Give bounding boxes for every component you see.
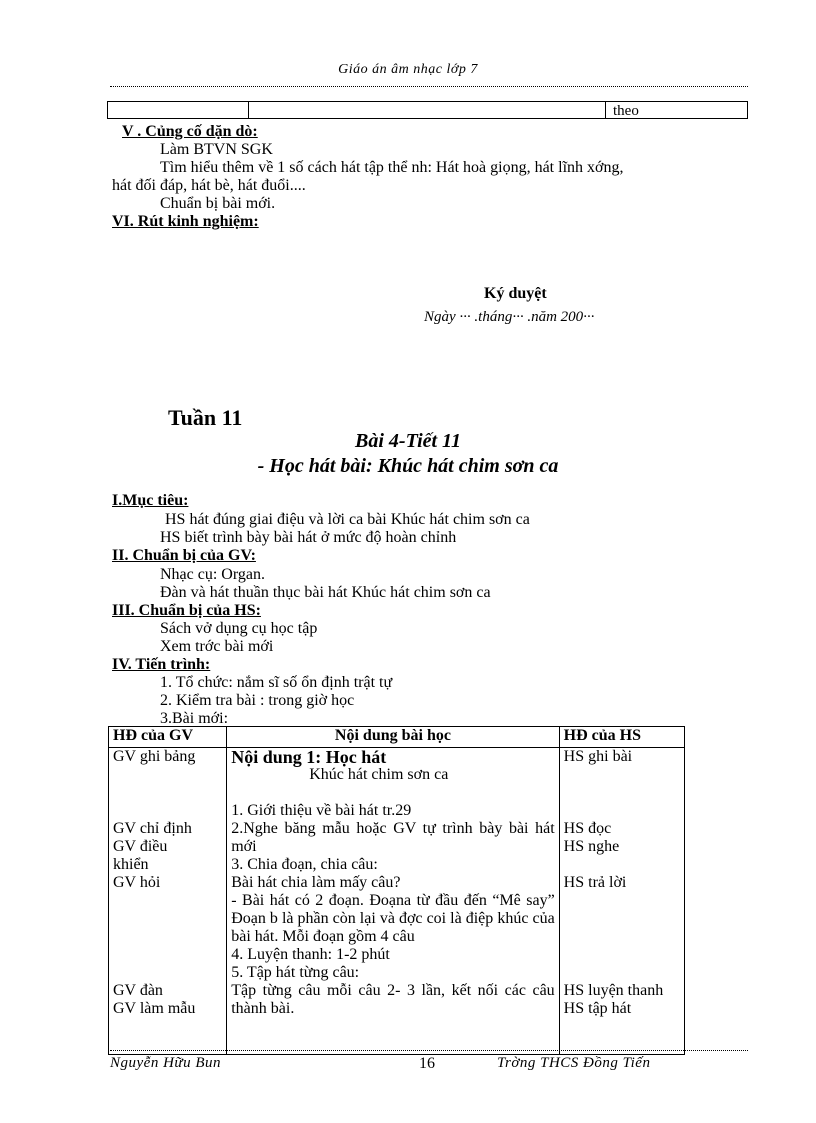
document-header-title: Giáo án âm nhạc lớp 7 xyxy=(338,62,478,77)
section-6-heading: VI. Rút kinh nghiệm: xyxy=(112,213,259,230)
approval-title: Ký duyệt xyxy=(484,285,547,302)
content-step: 2.Nghe băng mẫu hoặc GV tự trình bày bài hát mới xyxy=(231,820,555,855)
footer-author: Nguyễn Hữu Bun xyxy=(110,1055,221,1071)
student-prep-line: Sách vở dụng cụ học tập xyxy=(160,620,318,637)
content-column xyxy=(227,748,559,1055)
content-question: Bài hát chia làm mấy câu? xyxy=(231,874,401,891)
student-prep-line: Xem trớc bài mới xyxy=(160,638,274,655)
content-step: 5. Tập hát từng câu: xyxy=(231,964,360,981)
content-answer: - Bài hát có 2 đoạn. Đoạna từ đầu đến “Mê say” Đoạn b là phần còn lại và đợc coi là điệp khúc của bài hát. Mỗi đoạn gồm 4 câu xyxy=(231,892,555,945)
objectives-heading: I.Mục tiêu: xyxy=(112,492,189,509)
content-heading: Nội dung 1: Học hát xyxy=(231,747,387,767)
table-divider xyxy=(605,102,606,118)
section-5-heading: V . Củng cố dặn dò: xyxy=(122,123,258,140)
teacher-prep-line: Nhạc cụ: Organ. xyxy=(160,566,265,583)
content-step: 4. Luyện thanh: 1-2 phút xyxy=(231,946,390,963)
gv-line: khiển xyxy=(113,856,149,873)
table-row xyxy=(109,748,685,1055)
content-step: 3. Chia đoạn, chia câu: xyxy=(231,856,378,873)
process-line: 3.Bài mới: xyxy=(160,710,229,727)
lesson-title: Bài 4-Tiết 11 xyxy=(355,430,461,452)
section-5-line: Tìm hiểu thêm về 1 số cách hát tập thể nh: Hát hoà giọng, hát lĩnh xớng, xyxy=(160,159,624,176)
hs-line: HS tập hát xyxy=(563,1000,632,1017)
table-header-row xyxy=(109,727,685,748)
lesson-subtitle: - Học hát bài: Khúc hát chim sơn ca xyxy=(257,455,559,477)
gv-line: GV làm mẫu xyxy=(113,1000,196,1017)
hs-line: HS đọc xyxy=(563,820,612,837)
section-5-line: Chuẩn bị bài mới. xyxy=(160,195,276,212)
header-content: Nội dung bài học xyxy=(227,727,559,748)
process-heading: IV. Tiến trình: xyxy=(112,656,211,673)
gv-line: GV ghi bảng xyxy=(113,748,196,765)
objective-line: HS hát đúng giai điệu và lời ca bài Khúc hát chim sơn ca xyxy=(165,511,530,528)
header-hs: HĐ của HS xyxy=(559,727,684,748)
objective-line: HS biết trình bày bài hát ở mức độ hoàn chỉnh xyxy=(160,529,457,546)
section-5-line: Làm BTVN SGK xyxy=(160,141,273,158)
process-line: 2. Kiểm tra bài : trong giờ học xyxy=(160,692,355,709)
student-prep-heading: III. Chuẩn bị của HS: xyxy=(112,602,261,619)
gv-line: GV chỉ định xyxy=(113,820,192,837)
gv-line: GV điều xyxy=(113,838,168,855)
song-title: Khúc hát chim sơn ca xyxy=(309,766,449,783)
hs-line: HS trả lời xyxy=(563,874,627,891)
top-table-fragment xyxy=(107,101,748,119)
table-cell-text: theo xyxy=(613,103,639,119)
hs-line: HS nghe xyxy=(563,838,620,855)
gv-column xyxy=(109,748,227,1055)
header-rule xyxy=(110,86,748,87)
content-detail: Tập từng câu mỗi câu 2- 3 lần, kết nối các câu thành bài. xyxy=(231,982,555,1017)
gv-line: GV đàn xyxy=(113,982,163,999)
lesson-table xyxy=(108,726,685,1055)
hs-line: HS luyện thanh xyxy=(563,982,664,999)
header-gv: HĐ của GV xyxy=(109,727,227,748)
page-number: 16 xyxy=(419,1055,435,1072)
footer-rule xyxy=(110,1050,748,1051)
gv-line: GV hỏi xyxy=(113,874,161,891)
footer-school: Trờng THCS Đồng Tiến xyxy=(497,1055,651,1071)
hs-column xyxy=(559,748,684,1055)
content-step: 1. Giới thiệu về bài hát tr.29 xyxy=(231,802,412,819)
approval-date: Ngày ··· .tháng··· .năm 200··· xyxy=(424,309,595,325)
table-divider xyxy=(248,102,249,118)
week-title: Tuần 11 xyxy=(168,405,243,430)
section-5-line: hát đối đáp, hát bè, hát đuổi.... xyxy=(112,177,306,194)
process-line: 1. Tổ chức: nắm sĩ số ổn định trật tự xyxy=(160,674,393,691)
hs-line: HS ghi bài xyxy=(563,748,633,765)
teacher-prep-heading: II. Chuẩn bị của GV: xyxy=(112,547,256,564)
teacher-prep-line: Đàn và hát thuần thục bài hát Khúc hát chim sơn ca xyxy=(160,584,491,601)
